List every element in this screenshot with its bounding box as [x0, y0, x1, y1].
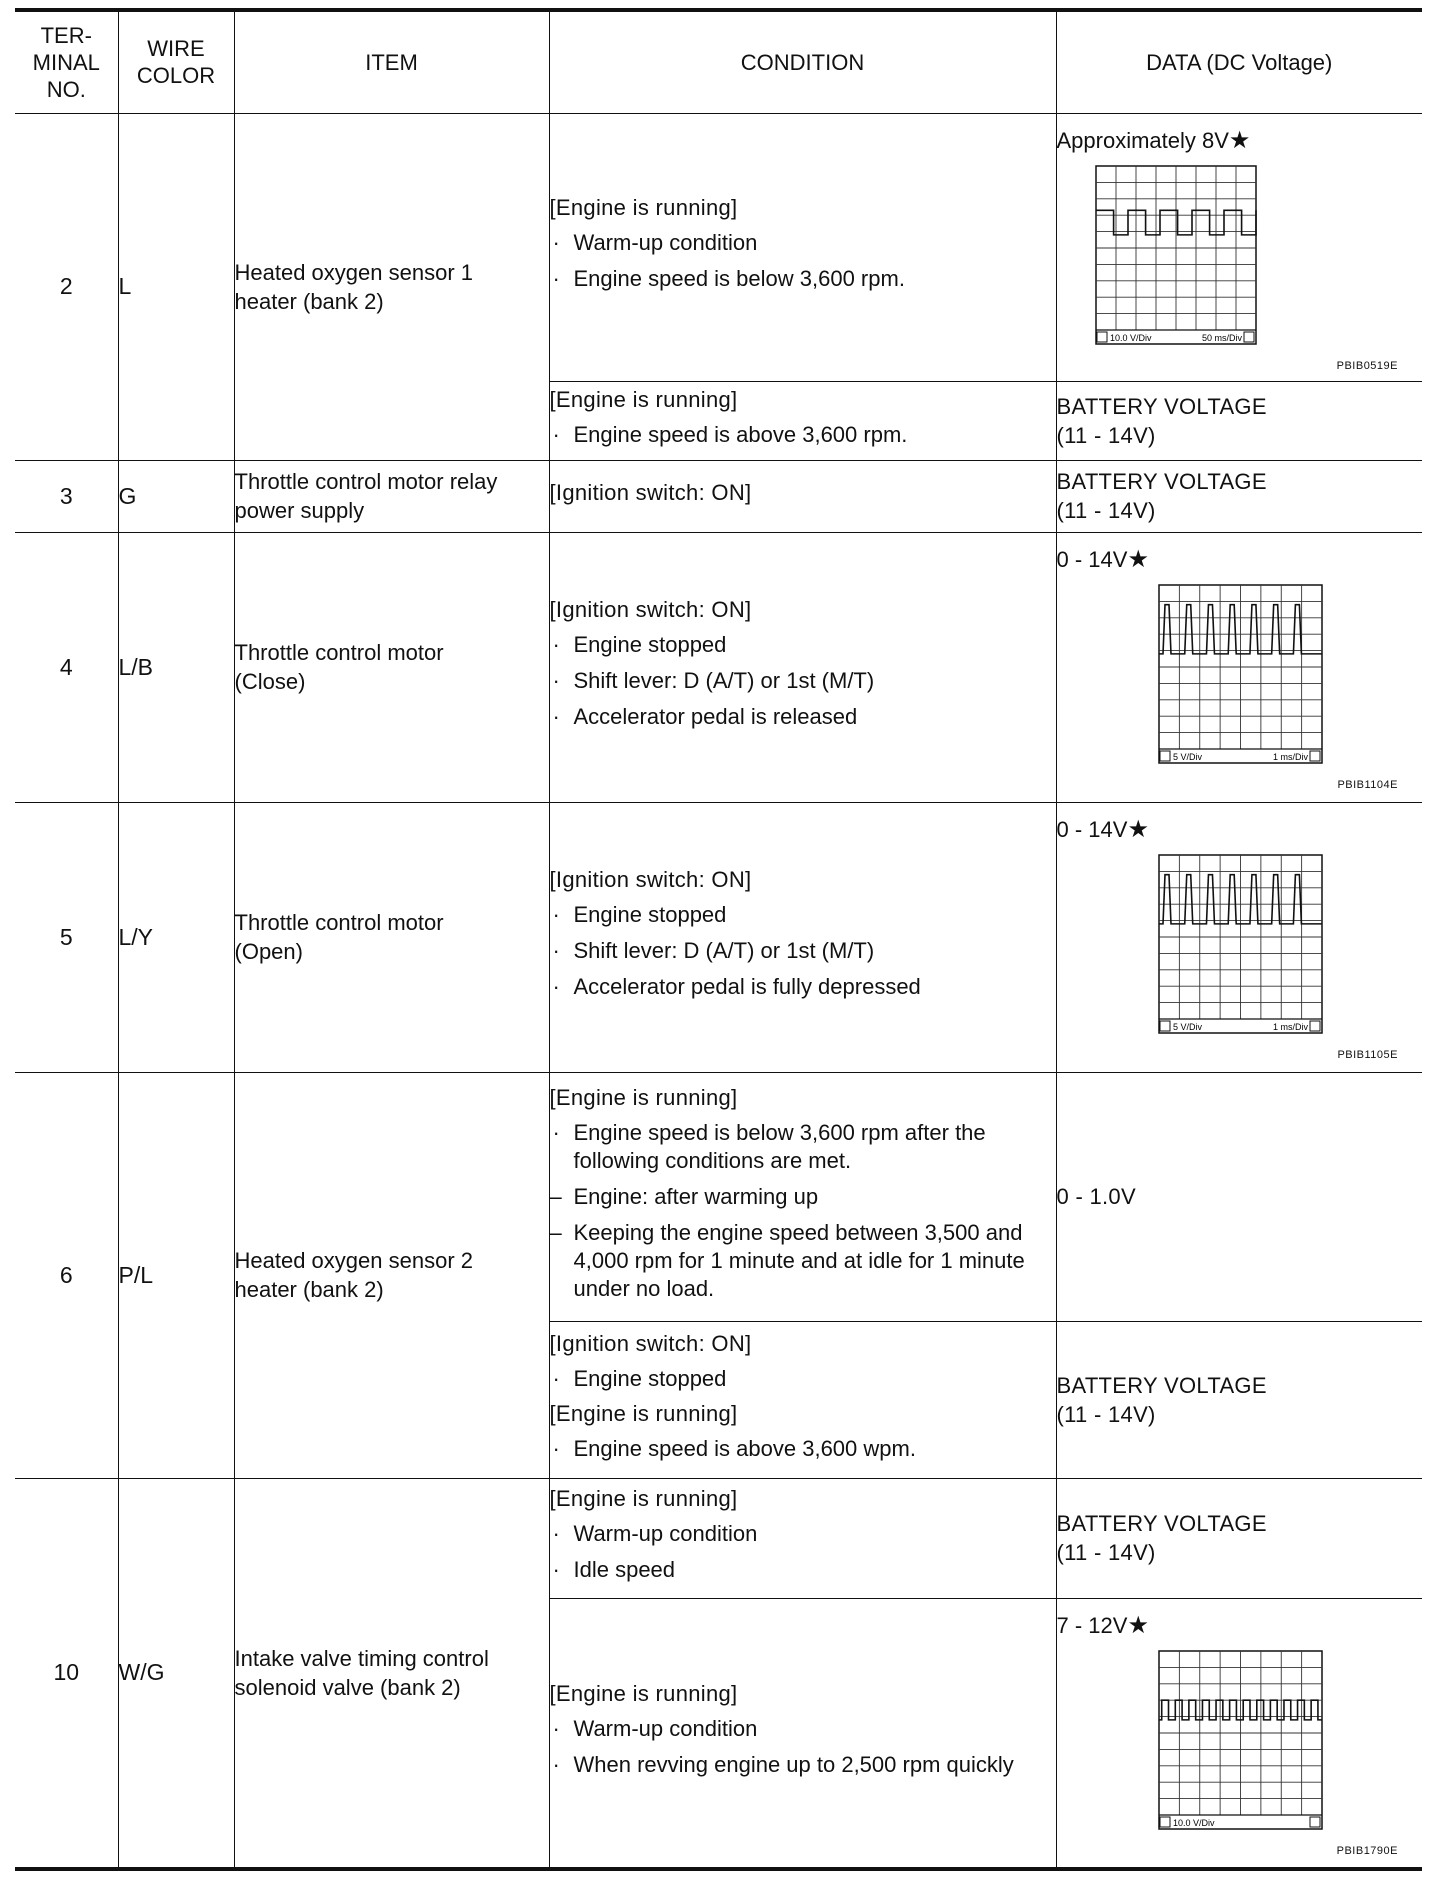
condition-text: Accelerator pedal is released — [573, 704, 858, 729]
condition-text: Engine speed is below 3,600 rpm after the following conditions are met. — [573, 1119, 986, 1173]
figure-code: PBIB1105E — [1337, 1048, 1398, 1061]
data-cell — [1056, 460, 1422, 532]
trigger-marker-icon — [1160, 751, 1170, 761]
star-icon: ★ — [1228, 126, 1251, 154]
data-value: (11 - 14V) — [1056, 1540, 1156, 1565]
condition-text: Warm-up condition — [573, 1521, 758, 1546]
condition-heading: [Engine is running] — [549, 195, 738, 220]
wire-color: L/Y — [118, 802, 234, 1072]
condition-text: Idle speed — [573, 1557, 676, 1582]
time-marker-icon — [1310, 751, 1320, 761]
ecm-terminal-table — [15, 8, 1422, 1871]
header-row — [15, 10, 1422, 113]
condition-bullet — [550, 937, 1056, 965]
condition-text: Warm-up condition — [573, 1715, 758, 1741]
table-row — [15, 1072, 1422, 1321]
condition-bullet — [550, 631, 1056, 659]
terminal-number: 2 — [15, 113, 118, 460]
condition-bullet — [550, 1435, 1056, 1463]
waveform-block — [1056, 1599, 1423, 1857]
wire-color: G — [118, 460, 234, 532]
item-line: power supply — [234, 498, 365, 523]
condition-bullet — [550, 1119, 1056, 1175]
item-description — [234, 802, 549, 1072]
oscilloscope-graph — [1157, 583, 1324, 765]
voltage-label — [1057, 545, 1149, 574]
wire-color: W/G — [118, 1478, 234, 1869]
data-cell — [1056, 532, 1422, 802]
data-value: (11 - 14V) — [1056, 1401, 1156, 1427]
terminal-number: 4 — [15, 532, 118, 802]
trigger-marker-icon — [1097, 332, 1107, 342]
data-cell — [1056, 1478, 1422, 1598]
table-body — [15, 113, 1422, 1869]
data-cell — [1056, 802, 1422, 1072]
header-wire-color: WIRE COLOR — [118, 10, 234, 113]
table-row — [15, 113, 1422, 381]
scale-time-label: 1 ms/Div — [1272, 1021, 1308, 1032]
condition-cell — [549, 1072, 1056, 1321]
item-line: Intake valve timing control — [234, 1645, 489, 1671]
condition-bullet — [550, 265, 1056, 293]
data-value: 0 - 1.0V — [1056, 1184, 1136, 1209]
condition-heading: [Ignition switch: ON] — [549, 1330, 752, 1356]
condition-subitem — [550, 1219, 1056, 1303]
item-description — [234, 460, 549, 532]
condition-text: Shift lever: D (A/T) or 1st (M/T) — [573, 668, 875, 693]
condition-heading: [Engine is running] — [549, 1084, 738, 1110]
data-cell — [1056, 381, 1422, 460]
bullet-icon: · — [552, 1521, 560, 1546]
bullet-icon: · — [552, 1119, 560, 1145]
condition-bullet — [550, 1520, 1056, 1548]
item-line: Throttle control motor — [234, 910, 444, 935]
terminal-number: 6 — [15, 1072, 118, 1478]
bullet-icon: · — [552, 1557, 560, 1582]
condition-heading: [Ignition switch: ON] — [549, 867, 752, 892]
condition-text: Engine stopped — [573, 1365, 727, 1391]
condition-text: Accelerator pedal is fully depressed — [573, 974, 921, 999]
data-cell — [1056, 1072, 1422, 1321]
condition-bullet — [550, 1715, 1056, 1743]
condition-text: Shift lever: D (A/T) or 1st (M/T) — [573, 938, 875, 963]
condition-text: Engine speed is above 3,600 wpm. — [573, 1435, 916, 1461]
item-description — [234, 532, 549, 802]
bullet-icon: · — [552, 902, 560, 927]
bullet-icon: · — [552, 974, 560, 999]
item-line: Heated oxygen sensor 2 — [234, 1248, 473, 1273]
trigger-marker-icon — [1160, 1021, 1170, 1031]
item-description — [234, 1478, 549, 1869]
wire-color: L/B — [118, 532, 234, 802]
bullet-icon: · — [552, 230, 560, 255]
condition-text: Engine stopped — [573, 632, 727, 657]
figure-code: PBIB0519E — [1336, 359, 1398, 372]
condition-cell — [549, 1478, 1056, 1598]
condition-text: Engine stopped — [573, 902, 727, 927]
star-icon: ★ — [1127, 815, 1149, 843]
scale-volts-label: 5 V/Div — [1172, 1021, 1202, 1032]
time-marker-icon — [1244, 332, 1254, 342]
condition-cell — [549, 460, 1056, 532]
time-marker-icon — [1310, 1817, 1320, 1827]
condition-heading: [Engine is running] — [549, 1680, 738, 1706]
wire-color: P/L — [118, 1072, 234, 1478]
table-row — [15, 460, 1422, 532]
scale-volts-label: 5 V/Div — [1172, 751, 1202, 762]
bullet-icon: · — [552, 1365, 560, 1391]
condition-bullet — [550, 973, 1056, 1001]
bullet-icon: · — [552, 632, 560, 657]
condition-cell — [549, 1321, 1056, 1478]
table-row — [15, 802, 1422, 1072]
bullet-icon: · — [552, 1435, 560, 1461]
condition-bullet — [550, 1556, 1056, 1584]
condition-text: Engine speed is above 3,600 rpm. — [573, 421, 908, 447]
condition-cell — [549, 1598, 1056, 1869]
terminal-number: 5 — [15, 802, 118, 1072]
condition-bullet — [550, 1751, 1056, 1779]
bullet-icon: · — [552, 938, 560, 963]
scale-time-label: 1 ms/Div — [1272, 751, 1308, 762]
item-line: heater (bank 2) — [234, 1277, 384, 1302]
condition-text: Warm-up condition — [573, 230, 758, 255]
condition-text: Engine speed is below 3,600 rpm. — [573, 266, 905, 291]
time-marker-icon — [1310, 1021, 1320, 1031]
scale-time-label: 50 ms/Div — [1201, 332, 1242, 343]
item-line: solenoid valve (bank 2) — [234, 1674, 461, 1700]
header-condition: CONDITION — [549, 10, 1056, 113]
waveform-block — [1056, 533, 1423, 791]
condition-heading: [Ignition switch: ON] — [549, 480, 752, 505]
figure-code: PBIB1104E — [1337, 778, 1398, 791]
condition-heading: [Engine is running] — [549, 1400, 738, 1426]
condition-bullet — [550, 703, 1056, 731]
trigger-marker-icon — [1160, 1817, 1170, 1827]
waveform-block — [1056, 114, 1423, 372]
condition-subitem — [550, 1183, 1056, 1211]
condition-bullet — [550, 1365, 1056, 1393]
condition-bullet — [550, 421, 1056, 449]
data-cell — [1056, 1321, 1422, 1478]
item-description — [234, 1072, 549, 1478]
voltage-label — [1057, 815, 1149, 844]
data-cell — [1056, 113, 1422, 381]
terminal-number: 3 — [15, 460, 118, 532]
star-icon: ★ — [1127, 1611, 1149, 1639]
data-cell — [1056, 1598, 1422, 1869]
bullet-icon: · — [552, 421, 560, 447]
condition-heading: [Engine is running] — [549, 1486, 738, 1511]
condition-bullet — [550, 667, 1056, 695]
dash-icon: – — [549, 1219, 562, 1245]
item-line: Throttle control motor relay — [234, 469, 498, 494]
item-line: Throttle control motor — [234, 640, 444, 665]
bullet-icon: · — [552, 704, 560, 729]
voltage-value: 7 - 12V — [1056, 1612, 1128, 1638]
table-row — [15, 1478, 1422, 1598]
item-line: (Close) — [234, 669, 306, 694]
voltage-value: 0 - 14V — [1056, 816, 1128, 842]
data-value: BATTERY VOLTAGE — [1056, 1511, 1267, 1536]
oscilloscope-graph — [1094, 164, 1258, 346]
scale-volts-label: 10.0 V/Div — [1172, 1817, 1215, 1828]
header-data: DATA (DC Voltage) — [1056, 10, 1422, 113]
item-description — [234, 113, 549, 460]
voltage-value: 0 - 14V — [1056, 546, 1128, 572]
oscilloscope-graph — [1157, 853, 1324, 1035]
condition-bullet — [550, 229, 1056, 257]
oscilloscope-graph — [1157, 1649, 1324, 1831]
item-line: heater (bank 2) — [234, 288, 384, 314]
bullet-icon: · — [552, 1751, 560, 1777]
condition-text: Engine: after warming up — [573, 1183, 819, 1209]
dash-icon: – — [549, 1183, 562, 1209]
voltage-value: Approximately 8V — [1056, 127, 1229, 153]
wire-color: L — [118, 113, 234, 460]
data-value: BATTERY VOLTAGE — [1056, 393, 1267, 419]
header-terminal: TER- MINAL NO. — [15, 10, 118, 113]
condition-text: When revving engine up to 2,500 rpm quickly — [573, 1751, 1014, 1777]
header-item: ITEM — [234, 10, 549, 113]
voltage-label — [1057, 1611, 1149, 1640]
item-line: (Open) — [234, 939, 303, 964]
bullet-icon: · — [552, 1715, 560, 1741]
data-value: BATTERY VOLTAGE — [1056, 469, 1267, 494]
data-value: BATTERY VOLTAGE — [1056, 1372, 1267, 1398]
figure-code: PBIB1790E — [1336, 1844, 1398, 1857]
condition-cell — [549, 113, 1056, 381]
data-value: (11 - 14V) — [1056, 498, 1156, 523]
item-line: Heated oxygen sensor 1 — [234, 259, 473, 285]
bullet-icon: · — [552, 266, 560, 291]
data-value: (11 - 14V) — [1056, 422, 1156, 448]
star-icon: ★ — [1127, 545, 1149, 573]
terminal-number: 10 — [15, 1478, 118, 1869]
bullet-icon: · — [552, 668, 560, 693]
condition-heading: [Ignition switch: ON] — [549, 597, 752, 622]
condition-cell — [549, 802, 1056, 1072]
condition-cell — [549, 532, 1056, 802]
table-row — [15, 532, 1422, 802]
condition-heading: [Engine is running] — [549, 386, 738, 412]
scale-volts-label: 10.0 V/Div — [1109, 332, 1152, 343]
condition-bullet — [550, 901, 1056, 929]
waveform-block — [1056, 803, 1423, 1061]
voltage-label — [1057, 126, 1251, 155]
condition-text: Keeping the engine speed between 3,500 and 4,000 rpm for 1 minute and at idle for 1 minute under no load. — [573, 1219, 1025, 1301]
condition-cell — [549, 381, 1056, 460]
